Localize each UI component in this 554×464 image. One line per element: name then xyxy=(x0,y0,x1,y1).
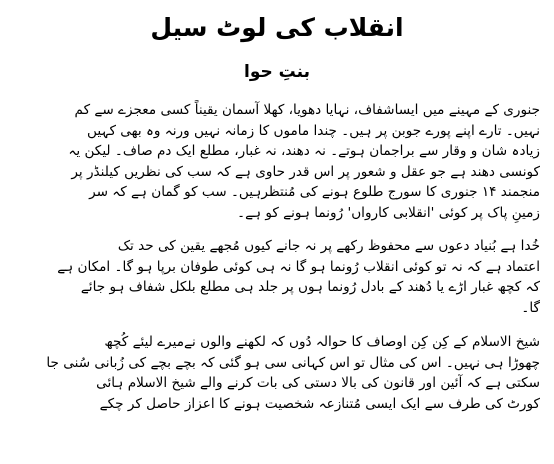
paragraph-1 xyxy=(14,100,540,223)
paragraph-line: منجمند ۱۴ جنوری کا سورج طلوع ہونے کی مُنتظرہیں۔ سب کو گمان ہے کہ سر xyxy=(89,184,540,200)
paragraph-line: نہیں۔ تارے اپنے پورے جوبن پر ہیں۔ چندا ماموں کا زمانہ نہیں ورنہ وہ بھی کہیں xyxy=(87,122,540,139)
paragraph-line: چھوڑا ہی نہیں۔ اس کی مثال تو اس کہانی سی ہو گئی کہ بچے بچے کی زُبانی سُنی جا xyxy=(46,354,540,371)
paragraph-line: سکتی ہے کہ آئین اور قانون کی بالا دستی کی بات کرنے والے شیخ الاسلام ہائی xyxy=(96,375,540,391)
paragraph-line: کورٹ کی طرف سے ایک ایسی مُتنازعہ شخصیت ہونے کا اعزاز حاصل کر چکے xyxy=(99,395,540,412)
paragraph-line: اعتماد ہے کہ نہ تو کوئی انقلاب رُونما ہو گا نہ ہی کوئی طوفان برپا ہو گا۔ امکان ہے xyxy=(57,258,540,275)
author-name: بنتِ حوا xyxy=(244,62,310,82)
paragraph-line: زیادہ شان و وقار سے براجمان ہوتے۔ نہ دھند، نہ غبار، مطلع ایک دم صاف۔ لیکن یہ xyxy=(68,143,540,159)
paragraph-2 xyxy=(14,236,540,318)
page-title: انقلاب کی لوٹ سیل xyxy=(150,13,404,42)
paragraph-line: کہ کچھ غبار اڑے یا دُھند کے بادل رُونما ہوں پر جلد ہی مطلع بلکل شفاف ہو جائے xyxy=(80,279,540,295)
paragraph-line: خُدا ہے بُنیاد دعوں سے محفوظ رکھے پر نہ جانے کیوں مُجھے یقین کی حد تک xyxy=(117,238,540,254)
paragraph-line: کونسی دھند ہے جو عقل و شعور پر اس قدر حاوی ہے کہ سب کی نظریں کیلنڈر پر xyxy=(71,163,540,180)
paragraph-line: شیخ الاسلام کے کِن کِن اوصاف کا حوالہ دُوں کہ لکھنے والوں نےمیرے لیئے کُچھ xyxy=(104,334,540,350)
paragraph-line: جنوری کے مہینے میں ایساشفاف، نہایا دھویا، کھلا آسمان یقیناً کسی معجزے سے کم xyxy=(74,102,540,118)
paragraph-3 xyxy=(14,332,540,414)
paragraph-line: گا۔ xyxy=(521,299,540,316)
paragraph-line: زمینِ پاک پر کوئی 'انقلابی کارواں' رُونما ہونے کو ہے۔ xyxy=(237,204,540,221)
